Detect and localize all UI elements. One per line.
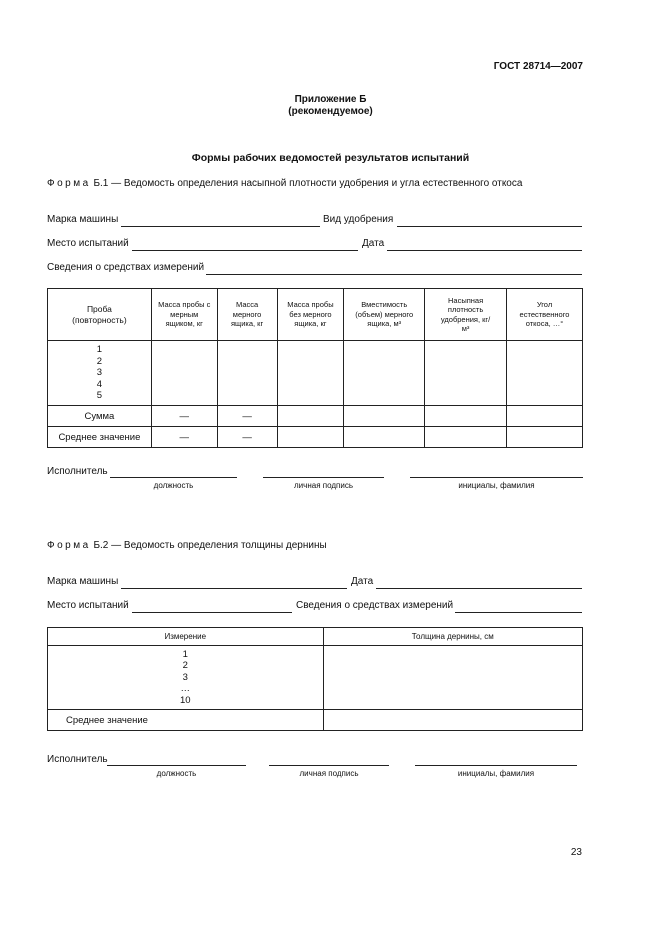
form1-table [47, 288, 583, 448]
sample-2: 2 [96, 355, 103, 367]
form1-cell[interactable] [344, 341, 425, 406]
form1-sign-line[interactable] [263, 477, 384, 478]
form1-place-label: Место испытаний [47, 238, 129, 249]
form1-position-line[interactable] [110, 477, 237, 478]
form1-col-sample: Проба (повторность) [48, 289, 152, 341]
measurement-1: 1 [182, 648, 188, 660]
form1-average-label: Среднее значение [48, 427, 152, 448]
form2-executor-label: Исполнитель [47, 754, 108, 765]
form1-machine-line[interactable] [121, 226, 320, 227]
form2-date-line[interactable] [376, 588, 582, 589]
form1-sum-dash-2: — [217, 406, 277, 427]
form2-name-line[interactable] [415, 765, 577, 766]
form1-col-box-mass: Масса мерного ящика, кг [217, 289, 277, 341]
form2-label [47, 540, 327, 551]
form1-col-volume: Вместимость (объем) мерного ящика, м³ [344, 289, 425, 341]
appendix-subtitle: (рекомендуемое) [288, 106, 373, 117]
section-title: Формы рабочих ведомостей результатов испытаний [191, 152, 470, 164]
form1-cell[interactable] [344, 427, 425, 448]
form1-col-density: Насыпная плотность удобрения, кг/м³ [425, 289, 507, 341]
form1-col-angle: Угол естественного откоса, …° [507, 289, 583, 341]
form2-col-thickness: Толщина дернины, см [323, 628, 583, 646]
sample-4: 4 [96, 378, 103, 390]
sample-5: 5 [96, 390, 103, 402]
form1-instruments-line[interactable] [206, 274, 582, 275]
form1-label [47, 178, 522, 189]
form2-place-line[interactable] [132, 612, 292, 613]
form2-position-line[interactable] [107, 765, 246, 766]
form1-average-dash-2: — [217, 427, 277, 448]
form1-instruments-label: Сведения о средствах измерений [47, 262, 205, 273]
form1-cell[interactable] [507, 406, 583, 427]
form1-cell[interactable] [425, 406, 507, 427]
form1-cell[interactable] [425, 427, 507, 448]
form1-cell[interactable] [277, 427, 344, 448]
form1-col-mass-without-box: Масса пробы без мерного ящика, кг [277, 289, 344, 341]
appendix-title: Приложение Б [294, 94, 367, 105]
form1-sum-row [48, 406, 583, 427]
form2-header-row [48, 628, 583, 646]
form1-label-text: Б.1 — Ведомость определения насыпной плотности удобрения и угла естественного откоса [90, 178, 523, 189]
form2-cell[interactable] [323, 646, 583, 710]
form1-place-line[interactable] [132, 250, 358, 251]
measurement-10: 10 [179, 694, 191, 706]
form1-position-caption: должность [153, 481, 194, 490]
form1-average-row [48, 427, 583, 448]
form2-instruments-label: Сведения о средствах измерений [296, 600, 454, 611]
form2-label-text: Б.2 — Ведомость определения толщины дернины [90, 540, 327, 551]
form2-measurements-row [48, 646, 583, 710]
form2-sign-line[interactable] [269, 765, 389, 766]
form2-position-caption: должность [156, 769, 197, 778]
form1-header-row [48, 289, 583, 341]
form2-date-label: Дата [351, 576, 374, 587]
form1-cell[interactable] [277, 406, 344, 427]
form1-sum-label: Сумма [48, 406, 152, 427]
form1-fertilizer-line[interactable] [397, 226, 582, 227]
form1-date-line[interactable] [387, 250, 582, 251]
form1-fertilizer-label: Вид удобрения [323, 214, 394, 225]
document-code: ГОСТ 28714—2007 [493, 61, 583, 72]
sample-3: 3 [96, 367, 103, 379]
form2-name-caption: инициалы, фамилия [457, 769, 535, 778]
measurement-3: 3 [182, 671, 188, 683]
form2-measurement-list [48, 646, 324, 710]
form1-machine-label: Марка машины [47, 214, 119, 225]
form2-label-word: Форма [47, 540, 91, 551]
form2-machine-line[interactable] [121, 588, 347, 589]
form2-average-row [48, 710, 583, 731]
form2-machine-label: Марка машины [47, 576, 119, 587]
form1-cell[interactable] [507, 427, 583, 448]
form1-cell[interactable] [217, 341, 277, 406]
form1-executor-label: Исполнитель [47, 466, 108, 477]
form1-name-caption: инициалы, фамилия [458, 481, 535, 490]
form1-cell[interactable] [151, 341, 217, 406]
form2-table [47, 627, 583, 731]
form1-samples-row [48, 341, 583, 406]
form1-cell[interactable] [425, 341, 507, 406]
page-number: 23 [570, 847, 582, 858]
form2-place-label: Место испытаний [47, 600, 129, 611]
measurement-ellipsis: … [180, 683, 190, 695]
form1-date-label: Дата [362, 238, 385, 249]
form1-sign-caption: личная подпись [294, 481, 353, 490]
form1-cell[interactable] [277, 341, 344, 406]
form1-cell[interactable] [344, 406, 425, 427]
form1-cell[interactable] [507, 341, 583, 406]
form2-cell[interactable] [323, 710, 583, 731]
form2-instruments-line[interactable] [455, 612, 582, 613]
measurement-2: 2 [182, 660, 188, 672]
form2-col-measurement: Измерение [48, 628, 324, 646]
form1-average-dash-1: — [151, 427, 217, 448]
form1-sum-dash-1: — [151, 406, 217, 427]
sample-1: 1 [96, 344, 103, 356]
form1-col-mass-with-box: Масса пробы с мерным ящиком, кг [151, 289, 217, 341]
form1-sample-list [48, 341, 152, 406]
form2-average-label: Среднее значение [48, 710, 324, 731]
form1-name-line[interactable] [410, 477, 583, 478]
form1-label-word: Форма [47, 178, 91, 189]
form2-sign-caption: личная подпись [299, 769, 359, 778]
